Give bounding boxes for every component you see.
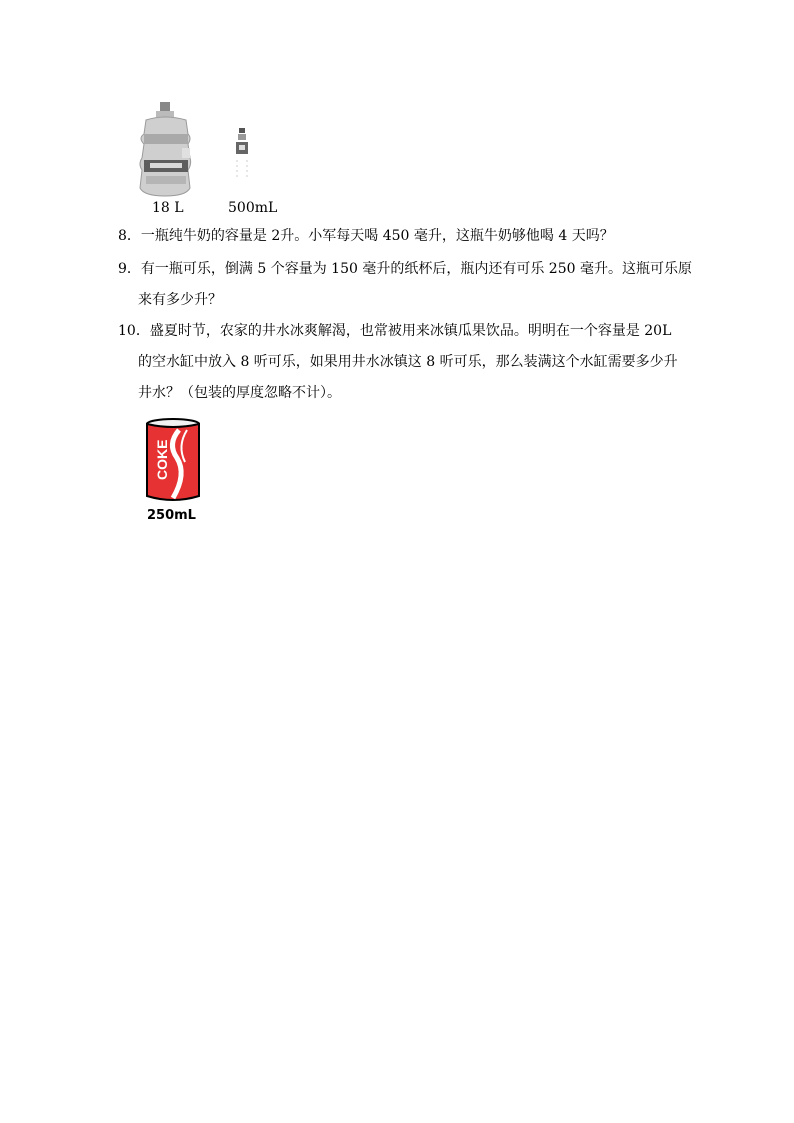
question-10-continuation-1 — [138, 346, 678, 378]
jug-caption: 18 L — [152, 200, 184, 216]
question-9 — [118, 253, 692, 285]
bottle-caption: 500mL — [228, 200, 278, 216]
question-text: 的空水缸中放入 8 听可乐，如果用井水冰镇这 8 听可乐，那么装满这个水缸需要多少升 — [138, 354, 678, 370]
can-caption: 250mL — [147, 508, 196, 523]
water-jug-image — [136, 100, 206, 200]
question-text: 盛夏时节，农家的井水冰爽解渴，也常被用来冰镇瓜果饮品。明明在一个容量是 20L — [149, 323, 672, 339]
question-number: 8． — [118, 228, 141, 244]
question-text: 有一瓶可乐，倒满 5 个容量为 150 毫升的纸杯后，瓶内还有可乐 250 毫升。这瓶可乐原 — [140, 261, 692, 277]
question-9-continuation — [138, 284, 222, 316]
question-text: 一瓶纯牛奶的容量是 2升。小军每天喝 450 毫升，这瓶牛奶够他喝 4 天吗？ — [140, 228, 614, 244]
question-number: 10． — [118, 323, 150, 339]
question-10 — [118, 315, 671, 347]
question-text: 井水？（包装的厚度忽略不计）。 — [138, 385, 341, 401]
question-8 — [118, 220, 614, 252]
water-bottle-image — [232, 128, 252, 180]
question-number: 9． — [118, 261, 141, 277]
question-text: 来有多少升？ — [138, 292, 222, 308]
question-10-continuation-2 — [138, 377, 341, 409]
can-brand-text: COKE — [154, 439, 170, 480]
cola-can-image — [143, 418, 203, 504]
